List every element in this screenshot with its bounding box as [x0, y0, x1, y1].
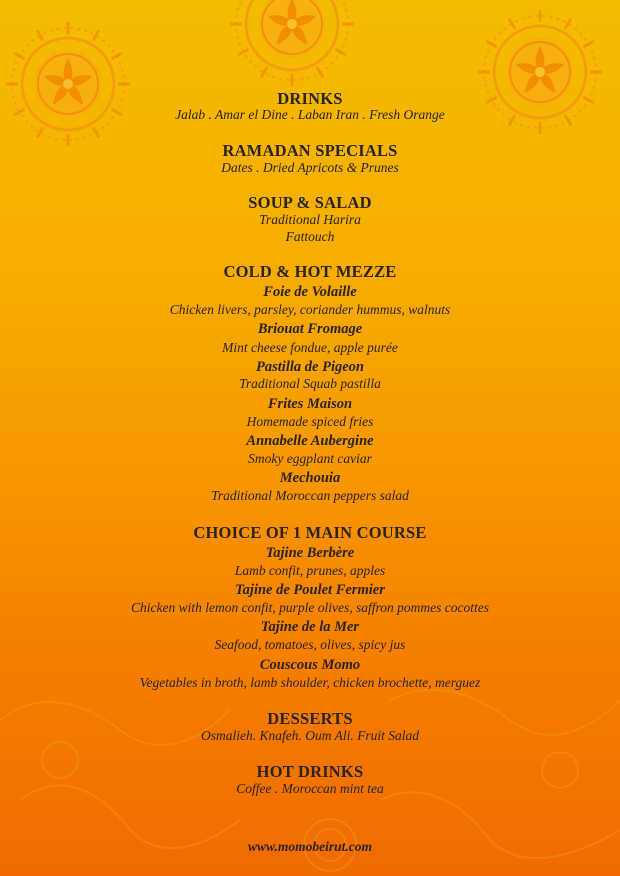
section-title-drinks: DRINKS	[277, 89, 343, 108]
website-link[interactable]: www.momobeirut.com	[247, 839, 372, 854]
drinks-items: Jalab . Amar el Dine . Laban Iran . Fresh Orange	[175, 107, 445, 122]
section-title-ramadan-specials: RAMADAN SPECIALS	[222, 141, 398, 160]
section-title-mezze: COLD & HOT MEZZE	[223, 262, 397, 281]
section-title-desserts: DESSERTS	[267, 709, 353, 728]
dish-name: Annabelle Aubergine	[246, 433, 374, 449]
hot-drinks-items: Coffee . Moroccan mint tea	[236, 781, 384, 796]
soup-item-1: Traditional Harira	[259, 212, 361, 227]
section-title-soup-salad: SOUP & SALAD	[248, 193, 372, 212]
dish-description: Smoky eggplant caviar	[248, 451, 372, 466]
dish-name: Pastilla de Pigeon	[256, 359, 364, 375]
dish-name: Mechouia	[279, 470, 341, 486]
dish-description: Vegetables in broth, lamb shoulder, chicken brochette, merguez	[139, 675, 481, 690]
dish-name: Frites Maison	[267, 396, 353, 412]
dish-description: Homemade spiced fries	[246, 414, 374, 429]
dish-name: Tajine de la Mer	[260, 619, 360, 635]
dish-description: Traditional Squab pastilla	[239, 376, 381, 391]
dish-description: Mint cheese fondue, apple purée	[222, 340, 398, 355]
desserts-items: Osmalieh. Knafeh. Oum Ali. Fruit Salad	[201, 728, 419, 743]
dish-name: Foie de Volaille	[263, 284, 357, 300]
dish-name: Briouat Fromage	[257, 321, 363, 337]
soup-item-2: Fattouch	[285, 229, 335, 244]
dish-description: Chicken with lemon confit, purple olives, saffron pommes cocottes	[131, 600, 489, 615]
dish-description: Seafood, tomatoes, olives, spicy jus	[214, 637, 406, 652]
dish-name: Tajine Berbère	[265, 545, 355, 561]
dish-name: Tajine de Poulet Fermier	[235, 582, 385, 598]
ramadan-items: Dates . Dried Apricots & Prunes	[221, 160, 399, 175]
dish-description: Lamb confit, prunes, apples	[234, 563, 386, 578]
section-title-main-course: CHOICE OF 1 MAIN COURSE	[193, 523, 427, 542]
dish-description: Chicken livers, parsley, coriander hummus, walnuts	[169, 302, 451, 317]
dish-description: Traditional Moroccan peppers salad	[211, 488, 409, 503]
dish-name: Couscous Momo	[259, 657, 361, 673]
section-title-hot-drinks: HOT DRINKS	[256, 762, 364, 781]
